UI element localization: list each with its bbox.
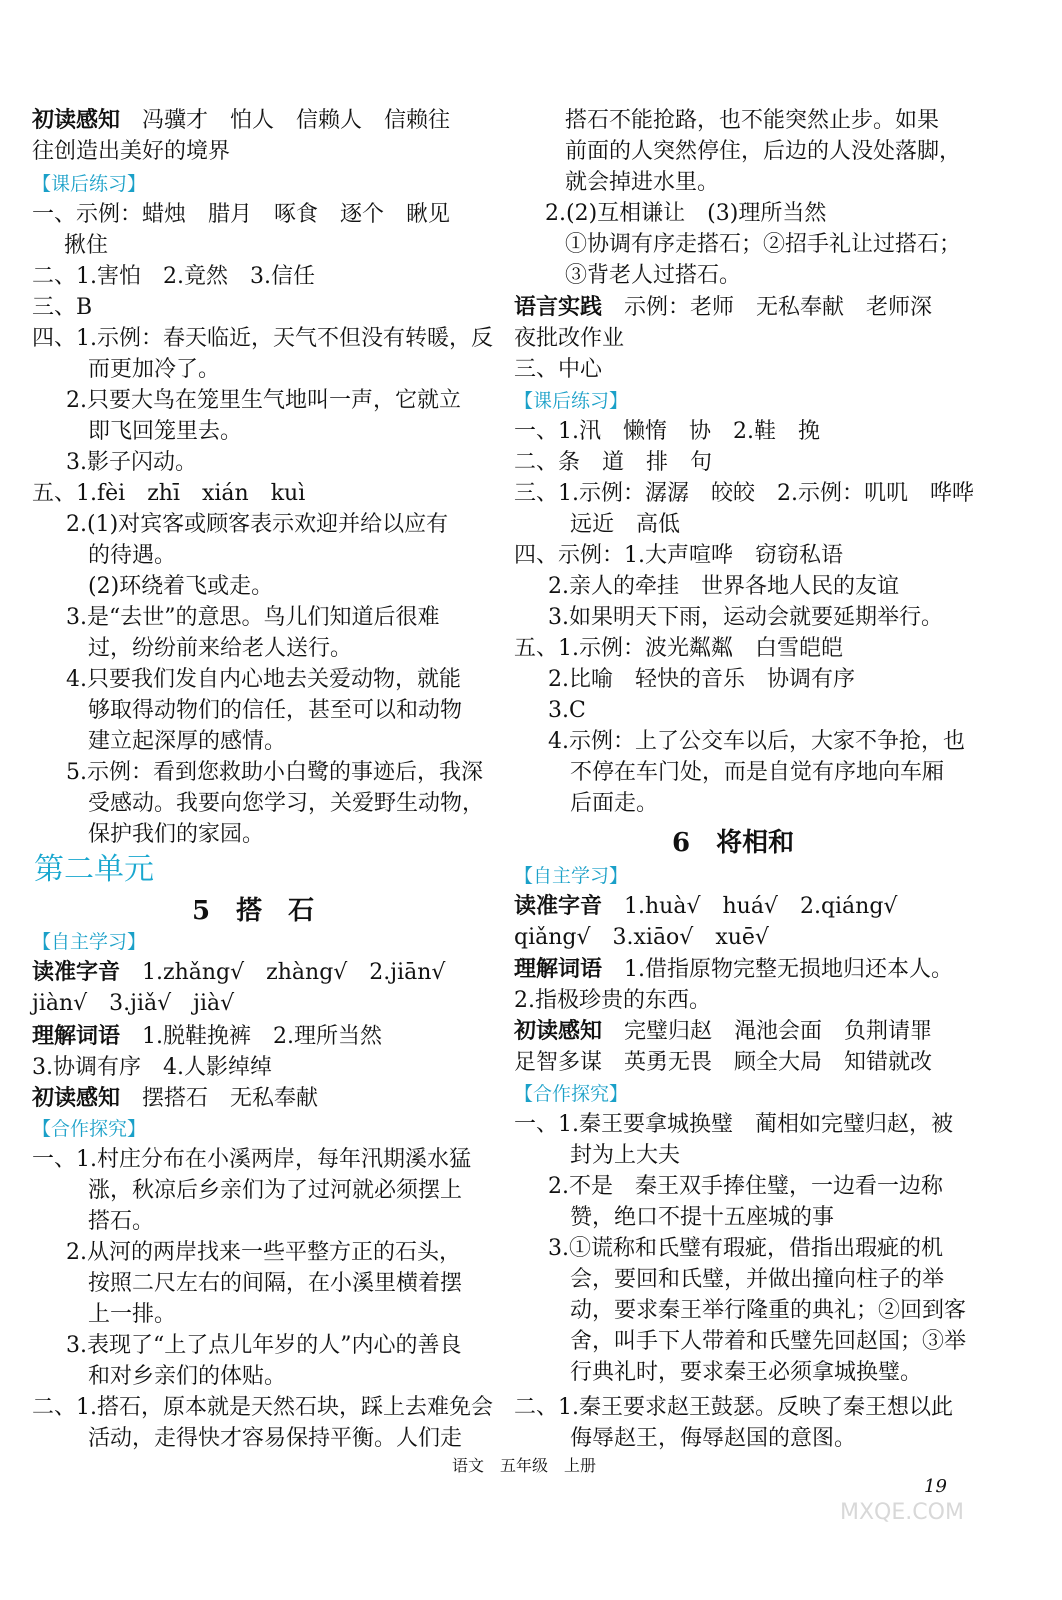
text-line: 3.协调有序 4.人影绰绰 (32, 1055, 272, 1080)
text-line: 就会掉进水里。 (565, 170, 720, 195)
text-line: 后面走。 (570, 791, 659, 816)
text-line: 建立起深厚的感情。 (88, 729, 287, 754)
section-tag-label: 自主学习 (533, 865, 610, 887)
text-line: 2.(1)对宾客或顾客表示欢迎并给以应有 (66, 512, 449, 537)
line-label: 语言实践 (514, 295, 603, 320)
section-tag: 【课后练习】 (514, 390, 629, 412)
text-line: (2)环绕着飞或走。 (88, 574, 274, 599)
text-line: 和对乡亲们的体贴。 (88, 1364, 287, 1389)
text-line: 2.比喻 轻快的音乐 协调有序 (548, 667, 855, 692)
text-line: 一、1.村庄分布在小溪两岸，每年汛期溪水猛 (32, 1147, 471, 1172)
text-line: 活动，走得快才容易保持平衡。人们走 (88, 1426, 463, 1451)
text-line: 上一排。 (88, 1302, 177, 1327)
line-label: 初读感知 (514, 1019, 603, 1044)
text-line: 而更加冷了。 (88, 357, 221, 382)
text-line: 足智多谋 英勇无畏 顾全大局 知错就改 (514, 1050, 933, 1075)
text-line: 往创造出美好的境界 (32, 139, 231, 164)
text-line: 一、1.汛 懒惰 协 2.鞋 挽 (514, 419, 820, 444)
text-line: 够取得动物们的信任，甚至可以和动物 (88, 698, 463, 723)
section-tag-label: 课后练习 (51, 173, 128, 195)
text-line: 保护我们的家园。 (88, 822, 265, 847)
text-line: 封为上大夫 (570, 1143, 681, 1168)
text-line: 初读感知 完璧归赵 渑池会面 负荆请罪 (514, 1019, 933, 1044)
text-line: 舍，叫手下人带着和氏璧先回赵国；③举 (570, 1329, 967, 1354)
text-line: 3.影子闪动。 (66, 450, 197, 475)
text-line: 2.(2)互相谦让 (3)理所当然 (545, 201, 827, 226)
text-line: 二、1.害怕 2.竟然 3.信任 (32, 264, 315, 289)
text-line: 三、中心 (514, 357, 603, 382)
text-line: 四、1.示例：春天临近，天气不但没有转暖，反 (32, 326, 493, 351)
text-line: 受感动。我要向您学习，关爱野生动物， (88, 791, 485, 816)
section-tag-label: 合作探究 (51, 1118, 128, 1140)
text-line: qiǎng√ 3.xiāo√ xuē√ (514, 925, 769, 950)
page-number: 19 (924, 1476, 947, 1497)
lesson-title: 6 将相和 (672, 828, 795, 858)
text-line: 即飞回笼里去。 (88, 419, 243, 444)
text-line: 3.表现了“上了点儿年岁的人”内心的善良 (66, 1333, 462, 1358)
text-line: 夜批改作业 (514, 326, 625, 351)
text-line: 3.①谎称和氏璧有瑕疵，借指出瑕疵的机 (548, 1236, 943, 1261)
text-line: 三、1.示例：潺潺 皎皎 2.示例：叽叽 哗哗 (514, 481, 974, 506)
text-line: 行典礼时，要求秦王必须拿城换璧。 (570, 1360, 923, 1385)
text-line: 五、1.fèi zhī xián kuì (32, 481, 306, 506)
section-tag-label: 课后练习 (533, 390, 610, 412)
text-line: 初读感知 摆搭石 无私奉献 (32, 1086, 319, 1111)
text-line: 一、示例：蜡烛 腊月 啄食 逐个 瞅见 (32, 202, 451, 227)
text-line: 读准字音 1.zhǎng√ zhàng√ 2.jiān√ (32, 960, 446, 985)
section-tag-label: 自主学习 (51, 931, 128, 953)
text-line: 3.C (548, 698, 586, 723)
line-label: 初读感知 (32, 108, 121, 133)
text-line: 赞，绝口不提十五座城的事 (570, 1205, 835, 1230)
text-line: 按照二尺左右的间隔，在小溪里横着摆 (88, 1271, 463, 1296)
text-line: 二、条 道 排 句 (514, 450, 713, 475)
text-line: 2.只要大鸟在笼里生气地叫一声，它就立 (66, 388, 461, 413)
text-line: 搭石。 (88, 1209, 155, 1234)
text-line: 前面的人突然停住，后边的人没处落脚， (565, 139, 962, 164)
watermark: MXQE.COM (840, 1500, 964, 1525)
text-line: 2.指极珍贵的东西。 (514, 988, 711, 1013)
text-line: 3.是“去世”的意思。鸟儿们知道后很难 (66, 605, 440, 630)
line-label: 读准字音 (514, 894, 603, 919)
text-line: 揪住 (64, 233, 109, 258)
text-line: 远近 高低 (570, 512, 681, 537)
text-line: 2.亲人的牵挂 世界各地人民的友谊 (548, 574, 899, 599)
text-line: 涨，秋凉后乡亲们为了过河就必须摆上 (88, 1178, 463, 1203)
text-line: 搭石不能抢路，也不能突然止步。如果 (565, 108, 940, 133)
section-tag: 【合作探究】 (514, 1083, 629, 1105)
text-line: 2.从河的两岸找来一些平整方正的石头， (66, 1240, 461, 1265)
text-line: 的待遇。 (88, 543, 177, 568)
text-line: 会，要回和氏璧，并做出撞向柱子的举 (570, 1267, 945, 1292)
line-label: 理解词语 (32, 1024, 121, 1049)
text-line: 四、示例：1.大声喧哗 窃窃私语 (514, 543, 843, 568)
text-line: 5.示例：看到您救助小白鹭的事迹后，我深 (66, 760, 483, 785)
text-line: 理解词语 1.脱鞋挽裤 2.理所当然 (32, 1024, 382, 1049)
text-line: 2.不是 秦王双手捧住璧，一边看一边称 (548, 1174, 943, 1199)
section-tag: 【合作探究】 (32, 1118, 147, 1140)
text-line: 一、1.秦王要拿城换璧 蔺相如完璧归赵，被 (514, 1112, 953, 1137)
text-line: 二、1.秦王要求赵王鼓瑟。反映了秦王想以此 (514, 1395, 953, 1420)
text-line: ③背老人过搭石。 (565, 263, 742, 288)
section-tag: 【自主学习】 (514, 865, 629, 887)
text-line: jiàn√ 3.jiǎ√ jià√ (32, 991, 235, 1016)
text-line: 4.示例：上了公交车以后，大家不争抢，也 (548, 729, 965, 754)
text-line: 五、1.示例：波光粼粼 白雪皑皑 (514, 636, 843, 661)
text-line: 4.只要我们发自内心地去关爱动物，就能 (66, 667, 461, 692)
text-line: 语言实践 示例：老师 无私奉献 老师深 (514, 295, 933, 320)
lesson-title: 5 搭 石 (192, 896, 315, 926)
text-line: 不停在车门处，而是自觉有序地向车厢 (570, 760, 945, 785)
text-line: ①协调有序走搭石；②招手礼让过搭石； (565, 232, 962, 257)
text-line: 动，要求秦王举行隆重的典礼；②回到客 (570, 1298, 967, 1323)
text-line: 三、B (32, 295, 93, 320)
text-line: 侮辱赵王，侮辱赵国的意图。 (570, 1426, 857, 1451)
text-line: 过，纷纷前来给老人送行。 (88, 636, 353, 661)
text-line: 理解词语 1.借指原物完整无损地归还本人。 (514, 957, 954, 982)
line-label: 初读感知 (32, 1086, 121, 1111)
text-line: 读准字音 1.huà√ huá√ 2.qiáng√ (514, 894, 898, 919)
unit-heading: 第二单元 (34, 852, 154, 887)
text-line: 3.如果明天下雨，运动会就要延期举行。 (548, 605, 943, 630)
line-label: 读准字音 (32, 960, 121, 985)
text-line: 二、1.搭石，原本就是天然石块，踩上去难免会 (32, 1395, 493, 1420)
line-label: 理解词语 (514, 957, 603, 982)
section-tag: 【课后练习】 (32, 173, 147, 195)
section-tag-label: 合作探究 (533, 1083, 610, 1105)
section-tag: 【自主学习】 (32, 931, 147, 953)
page-footer: 语文 五年级 上册 (452, 1456, 597, 1475)
text-line: 初读感知 冯骥才 怕人 信赖人 信赖往 (32, 108, 451, 133)
